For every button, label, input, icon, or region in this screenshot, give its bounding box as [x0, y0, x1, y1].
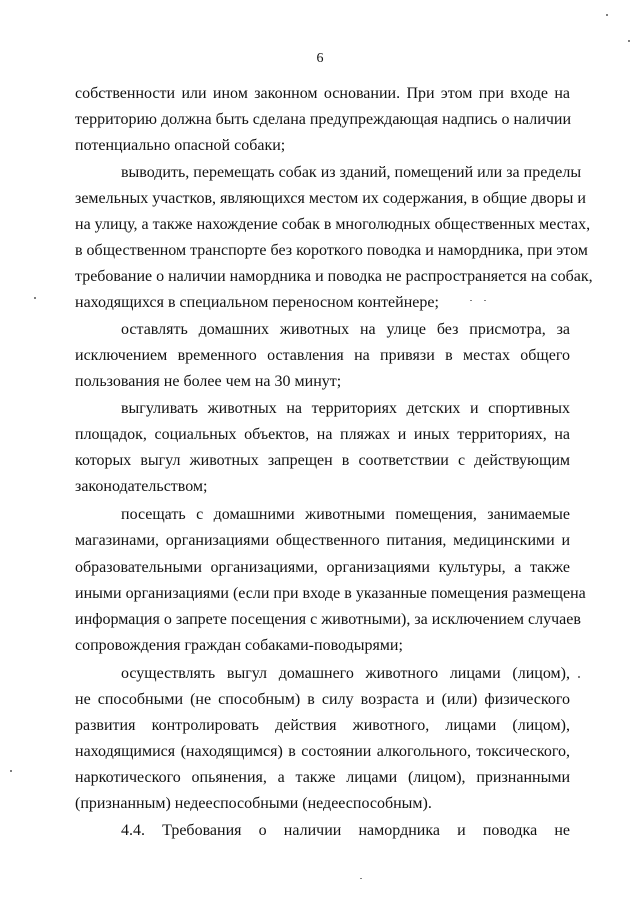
text-line: образовательными организациями, организациями культуры, а также: [75, 559, 570, 576]
text-line: развития контролировать действия животного, лицами (лицом),: [75, 717, 570, 734]
text-line: пользования не более чем на 30 минут;: [75, 373, 342, 390]
text-line: исключением временного оставления на привязи в местах общего: [75, 347, 570, 364]
text-line: оставлять домашних животных на улице без присмотра, за: [121, 321, 570, 338]
text-line: требование о наличии намордника и поводка не распространяется на собак,: [75, 268, 593, 285]
text-line: иными организациями (если при входе в указанные помещения размещена: [75, 585, 586, 602]
text-line: законодательством;: [75, 478, 208, 495]
text-line: выгуливать животных на территориях детских и спортивных: [121, 400, 570, 417]
scan-speck: [628, 40, 630, 42]
text-line: (признанным) недееспособными (недееспособным).: [75, 795, 432, 812]
text-line: не способными (не способным) в силу возраста и (или) физического: [75, 691, 570, 708]
text-line: наркотического опьянения, а также лицами (лицом), признанными: [75, 769, 570, 786]
scan-speck: [470, 300, 472, 301]
text-line: земельных участков, являющихся местом их содержания, в общие дворы и: [75, 190, 586, 207]
scan-speck: [606, 14, 608, 16]
text-line: сопровождения граждан собаками-поводырями;: [75, 637, 403, 654]
text-line: площадок, социальных объектов, на пляжах и иных территориях, на: [75, 426, 570, 443]
scan-speck: [10, 770, 12, 772]
text-line: находящимися (находящимся) в состоянии алкогольного, токсического,: [75, 743, 570, 760]
text-line: на улицу, а также нахождение собак в многолюдных общественных местах,: [75, 216, 591, 233]
text-line: территорию должна быть сделана предупреждающая надпись о наличии: [75, 111, 571, 128]
scan-speck: [360, 878, 362, 879]
text-line: информация о запрете посещения с животными), за исключением случаев: [75, 611, 581, 628]
text-line: посещать с домашними животными помещения, занимаемые: [121, 506, 570, 523]
text-line: магазинами, организациями общественного питания, медицинскими и: [75, 532, 570, 549]
text-line: 4.4. Требования о наличии намордника и поводка не: [121, 822, 570, 839]
text-line: в общественном транспорте без короткого поводка и намордника, при этом: [75, 242, 588, 259]
scan-speck: [34, 297, 36, 299]
scan-speck: [484, 300, 486, 301]
text-line: находящихся в специальном переносном контейнере;: [75, 294, 439, 311]
text-line: выводить, перемещать собак из зданий, помещений или за пределы: [121, 164, 582, 181]
text-line: осуществлять выгул домашнего животного лицами (лицом),: [121, 665, 570, 682]
scan-speck: [578, 676, 580, 678]
text-line: потенциально опасной собаки;: [75, 137, 286, 154]
page-number: 6: [316, 51, 324, 66]
text-line: которых выгул животных запрещен в соответствии с действующим: [75, 452, 570, 469]
text-line: собственности или ином законном основании. При этом при входе на: [75, 85, 570, 102]
